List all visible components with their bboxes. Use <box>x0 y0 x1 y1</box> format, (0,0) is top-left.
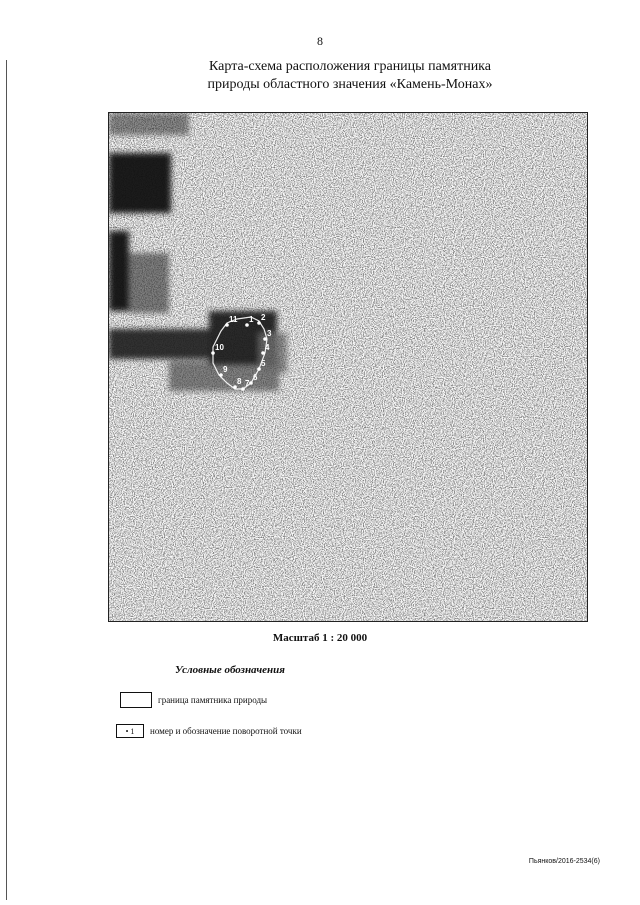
title-line-1: Карта-схема расположения границы памятника <box>209 59 491 74</box>
scan-noise-overlay <box>109 113 587 621</box>
legend-boundary-symbol <box>120 692 152 708</box>
boundary-point-label-1: 1 <box>249 315 254 324</box>
legend-boundary-row <box>120 692 267 708</box>
boundary-point-label-8: 8 <box>237 377 242 386</box>
boundary-point-label-3: 3 <box>267 329 272 338</box>
boundary-point-label-5: 5 <box>261 359 266 368</box>
map-scale: Масштаб 1 : 20 000 <box>272 632 368 644</box>
legend-point-row <box>116 724 302 738</box>
boundary-point-label-2: 2 <box>261 313 266 322</box>
legend-point-symbol-text: • 1 <box>125 726 135 736</box>
boundary-point-label-7: 7 <box>245 379 250 388</box>
boundary-point-label-11: 11 <box>229 315 238 324</box>
legend-boundary-label: граница памятника природы <box>158 695 268 705</box>
map-area <box>108 112 588 622</box>
legend-title: Условные обозначения <box>175 664 285 676</box>
boundary-point-label-6: 6 <box>253 373 258 382</box>
title-line-2: природы областного значения «Камень-Монах» <box>207 77 493 92</box>
legend-point-symbol <box>116 724 144 738</box>
boundary-point-label-9: 9 <box>223 365 228 374</box>
page-edge-line <box>6 60 7 900</box>
map-scan <box>109 113 587 621</box>
map-title <box>100 58 600 94</box>
footer-reference: Пьянков/2016-2534(6) <box>528 858 600 865</box>
page-number: 8 <box>317 34 323 48</box>
boundary-point-label-10: 10 <box>215 343 224 352</box>
boundary-point-label-4: 4 <box>265 343 270 352</box>
legend-point-label: номер и обозначение поворотной точки <box>150 726 302 736</box>
